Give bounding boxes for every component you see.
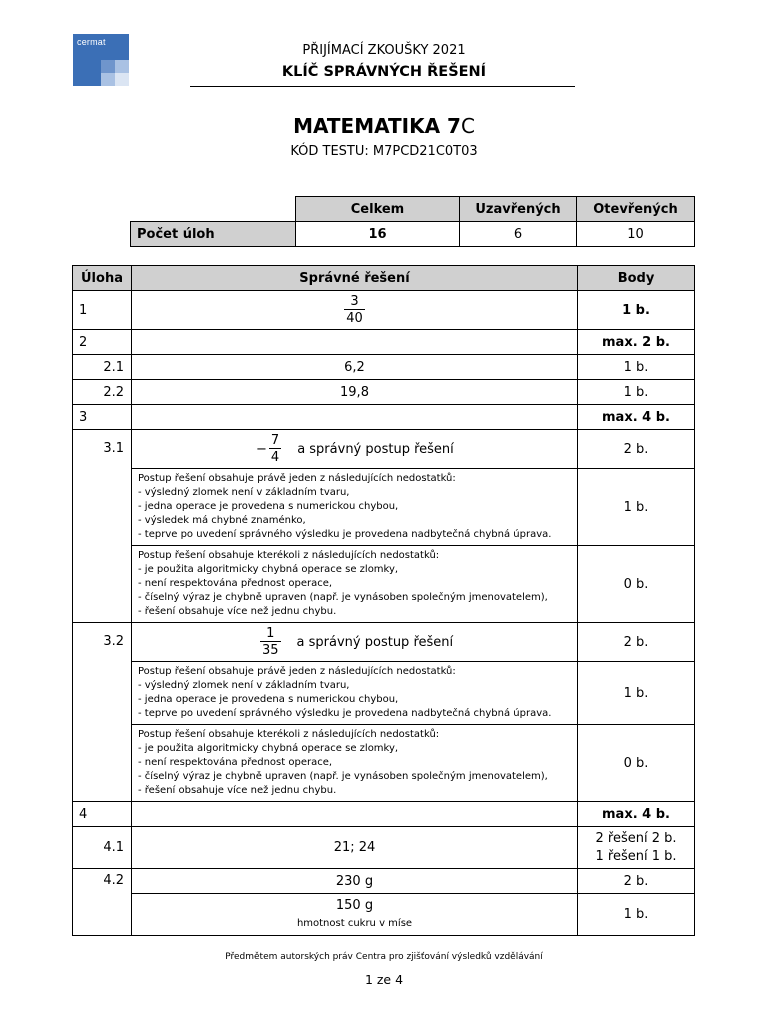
- points-cell: 1 b.: [578, 662, 695, 725]
- subtask-number: 2.1: [73, 355, 132, 380]
- test-code: KÓD TESTU: M7PCD21C0T03: [290, 144, 478, 159]
- points-cell: 1 b.: [578, 894, 695, 936]
- criteria-cell: [132, 546, 578, 623]
- header-points: Body: [578, 266, 695, 291]
- solution-cell: 21; 24: [132, 827, 578, 869]
- table-row: [73, 546, 695, 623]
- table-row: [73, 725, 695, 802]
- summary-header-closed: Uzavřených: [460, 197, 577, 222]
- criteria-line: - je použita algoritmicky chybná operace se zlomky,: [138, 743, 399, 754]
- criteria-line: Postup řešení obsahuje právě jeden z následujících nedostatků:: [138, 666, 456, 677]
- points-line: 1 řešení 1 b.: [595, 848, 677, 864]
- answer-key-title: KLÍČ SPRÁVNÝCH ŘEŠENÍ: [281, 64, 487, 80]
- points-cell: 1 b.: [578, 380, 695, 405]
- criteria-cell: [132, 725, 578, 802]
- criteria-line: - výsledek má chybné znaménko,: [138, 515, 306, 526]
- answer-table: [72, 265, 695, 936]
- denominator: 40: [346, 311, 363, 326]
- table-row: [73, 291, 695, 330]
- header-divider: [190, 86, 575, 87]
- criteria-line: - není respektována přednost operace,: [138, 757, 333, 768]
- document-title: [0, 114, 768, 138]
- answer-note: hmotnost cukru v míse: [296, 917, 413, 929]
- points-cell: 1 b.: [578, 355, 695, 380]
- subtask-number: 4.1: [73, 827, 132, 869]
- table-row: [73, 662, 695, 725]
- header-task: Úloha: [73, 266, 132, 291]
- points-cell: max. 4 b.: [578, 802, 695, 827]
- subtask-number: 3.2: [73, 623, 132, 802]
- criteria-line: - teprve po uvedení správného výsledku je provedena nadbytečná chybná úprava.: [138, 529, 552, 540]
- fraction: [269, 433, 281, 465]
- solution-cell: [132, 802, 578, 827]
- table-row: [73, 869, 695, 894]
- table-row: [73, 469, 695, 546]
- copyright-footer: Předmětem autorských práv Centra pro zjišťování výsledků vzdělávání: [225, 952, 543, 962]
- points-cell: 1 b.: [578, 291, 695, 330]
- table-row: [73, 330, 695, 355]
- logo-text: cermat: [77, 37, 106, 47]
- points-cell: 1 b.: [578, 469, 695, 546]
- solution-cell: 19,8: [132, 380, 578, 405]
- criteria-line: - řešení obsahuje více než jednu chybu.: [138, 785, 337, 796]
- criteria-line: - jedna operace je provedena s numerickou chybou,: [138, 694, 399, 705]
- summary-row-label: Počet úloh: [131, 222, 296, 247]
- summary-header-total: Celkem: [296, 197, 460, 222]
- points-cell: 2 b.: [578, 623, 695, 662]
- task-number: 3: [73, 405, 132, 430]
- solution-cell: [132, 405, 578, 430]
- numerator: 3: [350, 294, 359, 309]
- table-row: [73, 894, 695, 936]
- table-row: [73, 405, 695, 430]
- points-line: 2 řešení 2 b.: [595, 830, 677, 846]
- criteria-line: Postup řešení obsahuje právě jeden z následujících nedostatků:: [138, 473, 456, 484]
- summary-closed-value: 6: [460, 222, 577, 247]
- solution-cell: [132, 623, 578, 662]
- criteria-line: Postup řešení obsahuje kterékoli z následujících nedostatků:: [138, 550, 440, 561]
- solution-note: a správný postup řešení: [296, 634, 454, 650]
- table-row: [73, 355, 695, 380]
- header-solution: Správné řešení: [132, 266, 578, 291]
- criteria-line: - výsledný zlomek není v základním tvaru,: [138, 680, 350, 691]
- table-row: [73, 623, 695, 662]
- points-cell: 0 b.: [578, 725, 695, 802]
- points-cell: 0 b.: [578, 546, 695, 623]
- summary-header-open: Otevřených: [577, 197, 695, 222]
- subtask-number: 3.1: [73, 430, 132, 623]
- fraction: [260, 626, 281, 658]
- points-cell: 2 b.: [578, 430, 695, 469]
- criteria-cell: [132, 662, 578, 725]
- fraction: [344, 294, 365, 326]
- criteria-line: - není respektována přednost operace,: [138, 578, 333, 589]
- criteria-line: - výsledný zlomek není v základním tvaru,: [138, 487, 350, 498]
- table-row: [73, 430, 695, 469]
- criteria-line: - řešení obsahuje více než jednu chybu.: [138, 606, 337, 617]
- alt-answer: 150 g: [335, 897, 374, 913]
- denominator: 35: [262, 643, 279, 658]
- title-variant: C: [460, 114, 475, 138]
- task-number: 1: [73, 291, 132, 330]
- solution-cell: [132, 330, 578, 355]
- criteria-cell: [132, 469, 578, 546]
- solution-cell: 230 g: [132, 869, 578, 894]
- minus-sign: −: [256, 441, 267, 457]
- solution-cell: 6,2: [132, 355, 578, 380]
- criteria-line: - číselný výraz je chybně upraven (např. je vynásoben společným jmenovatelem),: [138, 592, 548, 603]
- points-cell: [578, 827, 695, 869]
- criteria-line: - číselný výraz je chybně upraven (např. je vynásoben společným jmenovatelem),: [138, 771, 548, 782]
- table-row: [73, 802, 695, 827]
- points-cell: 2 b.: [578, 869, 695, 894]
- solution-cell: [132, 894, 578, 936]
- solution-note: a správný postup řešení: [297, 441, 454, 457]
- subject-title: MATEMATIKA 7: [293, 114, 461, 138]
- subtask-number: 4.2: [73, 869, 132, 936]
- page-number: 1 ze 4: [364, 972, 404, 987]
- numerator: 7: [270, 433, 280, 448]
- solution-cell: [132, 291, 578, 330]
- criteria-line: Postup řešení obsahuje kterékoli z následujících nedostatků:: [138, 729, 440, 740]
- subtask-number: 2.2: [73, 380, 132, 405]
- criteria-line: - je použita algoritmicky chybná operace se zlomky,: [138, 564, 399, 575]
- table-row: [73, 380, 695, 405]
- exam-title: PŘIJÍMACÍ ZKOUŠKY 2021: [302, 43, 466, 58]
- summary-table: [130, 196, 695, 247]
- points-cell: max. 2 b.: [578, 330, 695, 355]
- solution-cell: [132, 430, 578, 469]
- summary-open-value: 10: [577, 222, 695, 247]
- numerator: 1: [266, 626, 275, 641]
- task-number: 2: [73, 330, 132, 355]
- criteria-line: - jedna operace je provedena s numerickou chybou,: [138, 501, 399, 512]
- task-number: 4: [73, 802, 132, 827]
- denominator: 4: [270, 450, 280, 465]
- points-cell: max. 4 b.: [578, 405, 695, 430]
- criteria-line: - teprve po uvedení správného výsledku je provedena nadbytečná chybná úprava.: [138, 708, 552, 719]
- table-row: [73, 827, 695, 869]
- summary-total-value: 16: [296, 222, 460, 247]
